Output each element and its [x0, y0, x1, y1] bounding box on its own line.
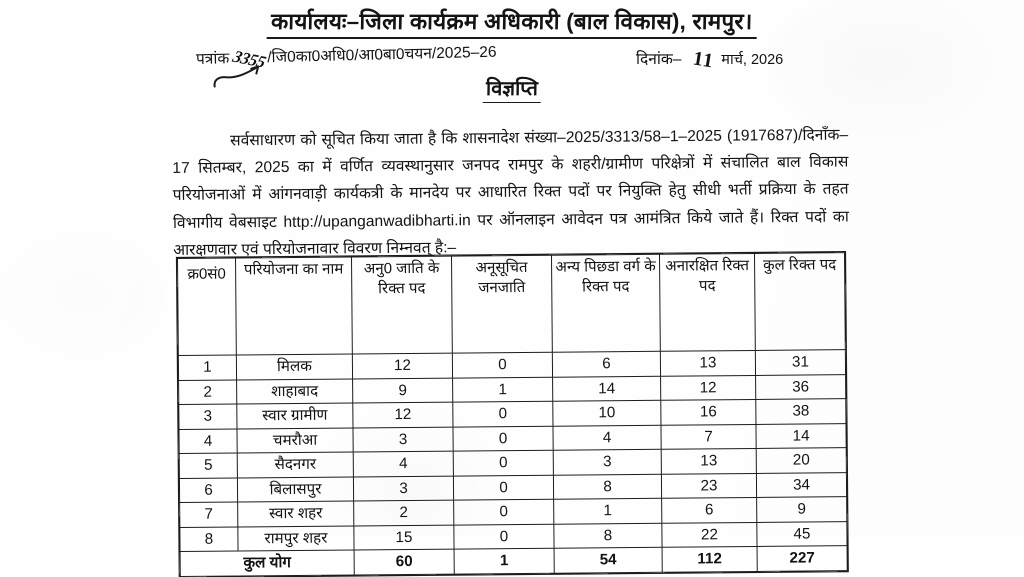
notice-body-paragraph [172, 121, 849, 263]
notice-heading: विज्ञप्ति [483, 74, 541, 103]
cell-project-name: चमरौआ [237, 427, 353, 453]
cell-serial: 1 [178, 355, 236, 380]
cell-serial: 8 [180, 526, 238, 551]
column-header-serial: क्र0सं0 [178, 258, 237, 356]
cell-unreserved: 6 [662, 497, 757, 522]
cell-serial: 7 [180, 502, 238, 527]
cell-st: 0 [453, 401, 553, 426]
cell-total: 38 [756, 399, 846, 424]
cell-unreserved: 13 [661, 448, 756, 473]
cell-serial: 3 [179, 404, 237, 429]
letter-number-block [196, 40, 497, 71]
cell-project-name: मिलक [236, 354, 352, 380]
cell-serial: 5 [179, 453, 237, 478]
cell-st: 0 [453, 450, 553, 475]
website-url[interactable]: http://upanganwadibharti.in [283, 211, 471, 231]
cell-st: 1 [453, 377, 553, 402]
cell-unreserved: 13 [660, 350, 755, 375]
cell-serial: 4 [179, 428, 237, 453]
cell-total: 9 [757, 497, 847, 522]
cell-total: 45 [757, 521, 847, 546]
cell-st: 0 [454, 524, 554, 549]
cell-project-name: स्वार शहर [238, 501, 354, 527]
cell-serial: 2 [179, 379, 237, 404]
cell-total: 36 [756, 374, 846, 399]
cell-sc: 15 [354, 525, 454, 550]
date-day-handwritten-value: 11 [691, 47, 716, 73]
letter-number-label: पत्रांक [195, 50, 230, 68]
total-row-label: कुल योग [180, 550, 354, 576]
column-header-st-vacancies: अनूसूचित जनजाति [451, 255, 552, 353]
cell-sc: 2 [354, 500, 454, 525]
cell-total: 31 [755, 350, 845, 375]
cell-sc: 12 [353, 402, 453, 427]
cell-total: 14 [756, 423, 846, 448]
cell-obc: 3 [553, 449, 661, 474]
column-header-total: कुल रिक्त पद [754, 253, 845, 351]
cell-sc: 9 [353, 378, 453, 403]
vacancy-table-header [178, 253, 846, 356]
cell-unreserved: 22 [662, 522, 757, 547]
cell-sc: 4 [353, 451, 453, 476]
total-obc: 54 [554, 547, 662, 572]
date-month-year: मार्च, 2026 [721, 52, 784, 68]
cell-obc: 10 [553, 400, 661, 425]
cell-obc: 8 [554, 523, 662, 548]
total-sc: 60 [354, 549, 454, 574]
cell-project-name: बिलासपुर [237, 476, 353, 502]
table-total-row [180, 546, 847, 576]
cell-unreserved: 7 [661, 424, 756, 449]
column-header-unreserved: अनारक्षित रिक्त पद [659, 253, 755, 351]
cell-obc: 6 [552, 351, 660, 376]
cell-total: 20 [756, 448, 846, 473]
total-unreserved: 112 [662, 546, 757, 571]
letter-number-suffix: /जि0का0अधि0/आ0बा0चयन/2025–26 [267, 43, 497, 67]
cell-total: 34 [756, 472, 846, 497]
cell-st: 0 [453, 475, 553, 500]
notice-heading-container [0, 74, 1024, 103]
cell-project-name: सैदनगर [237, 452, 353, 478]
column-header-obc-vacancies: अन्य पिछडा वर्ग के रिक्त पद [551, 254, 660, 352]
cell-sc: 3 [353, 427, 453, 452]
cell-obc: 4 [553, 425, 661, 450]
cell-obc: 1 [554, 498, 662, 523]
cell-st: 0 [452, 352, 552, 377]
cell-unreserved: 23 [661, 473, 756, 498]
letter-date-block [636, 47, 783, 72]
cell-serial: 6 [179, 477, 237, 502]
total-st: 1 [454, 548, 554, 573]
cell-project-name: रामपुर शहर [238, 525, 354, 551]
cell-sc: 3 [353, 476, 453, 501]
vacancy-table-container [177, 252, 847, 576]
date-label: दिनांक– [636, 51, 682, 68]
cell-project-name: शाहाबाद [237, 378, 353, 404]
office-title: कार्यालयः–जिला कार्यक्रम अधिकारी (बाल विकास), रामपुर। [267, 8, 757, 39]
cell-st: 0 [453, 426, 553, 451]
cell-sc: 12 [352, 353, 452, 378]
cell-obc: 14 [553, 376, 661, 401]
cell-unreserved: 16 [661, 399, 756, 424]
office-title-container [0, 8, 1024, 39]
body-text-before-url: सर्वसाधारण को सूचित किया जाता है कि शासनादेश संख्या–2025/3313/58–1–2025 (1917687)/दिनॉंक–17 सितम्बर, 2025 का में वर्णित व्यवस्थानुसार जनपद रामपुर के शहरी/ग्रामीण परिक्षेत्रों में संचालित बाल विकास परियोजनाओं में आंगनवाड़ी कार्यकत्री के मानदेय पर आधारित रिक्त पदों पर नियुक्ति हेतु सीधी भर्ती प्रक्रिया के तहत विभागीय वेबसाइट [172, 126, 849, 232]
body-text-after-url: पर ऑनलाइन आवेदन पत्र आमंत्रित किये जाते हैं। रिक्त पदों का आरक्षणवार एवं परियोजनावार विवरण निम्नवत् है:– [173, 207, 849, 259]
table-header-row [178, 253, 846, 356]
cell-project-name: स्वार ग्रामीण [237, 403, 353, 429]
cell-obc: 8 [553, 474, 661, 499]
letter-number-handwritten-value: 3355 [230, 46, 269, 72]
vacancy-table [177, 252, 848, 576]
column-header-project-name: परियोजना का नाम [236, 257, 353, 355]
paragraph-indent [172, 145, 230, 146]
column-header-sc-vacancies: अनु0 जाति के रिक्त पद [351, 256, 452, 354]
cell-unreserved: 12 [661, 375, 756, 400]
cell-st: 0 [454, 499, 554, 524]
vacancy-table-body [178, 350, 847, 576]
total-grand: 227 [757, 546, 847, 571]
